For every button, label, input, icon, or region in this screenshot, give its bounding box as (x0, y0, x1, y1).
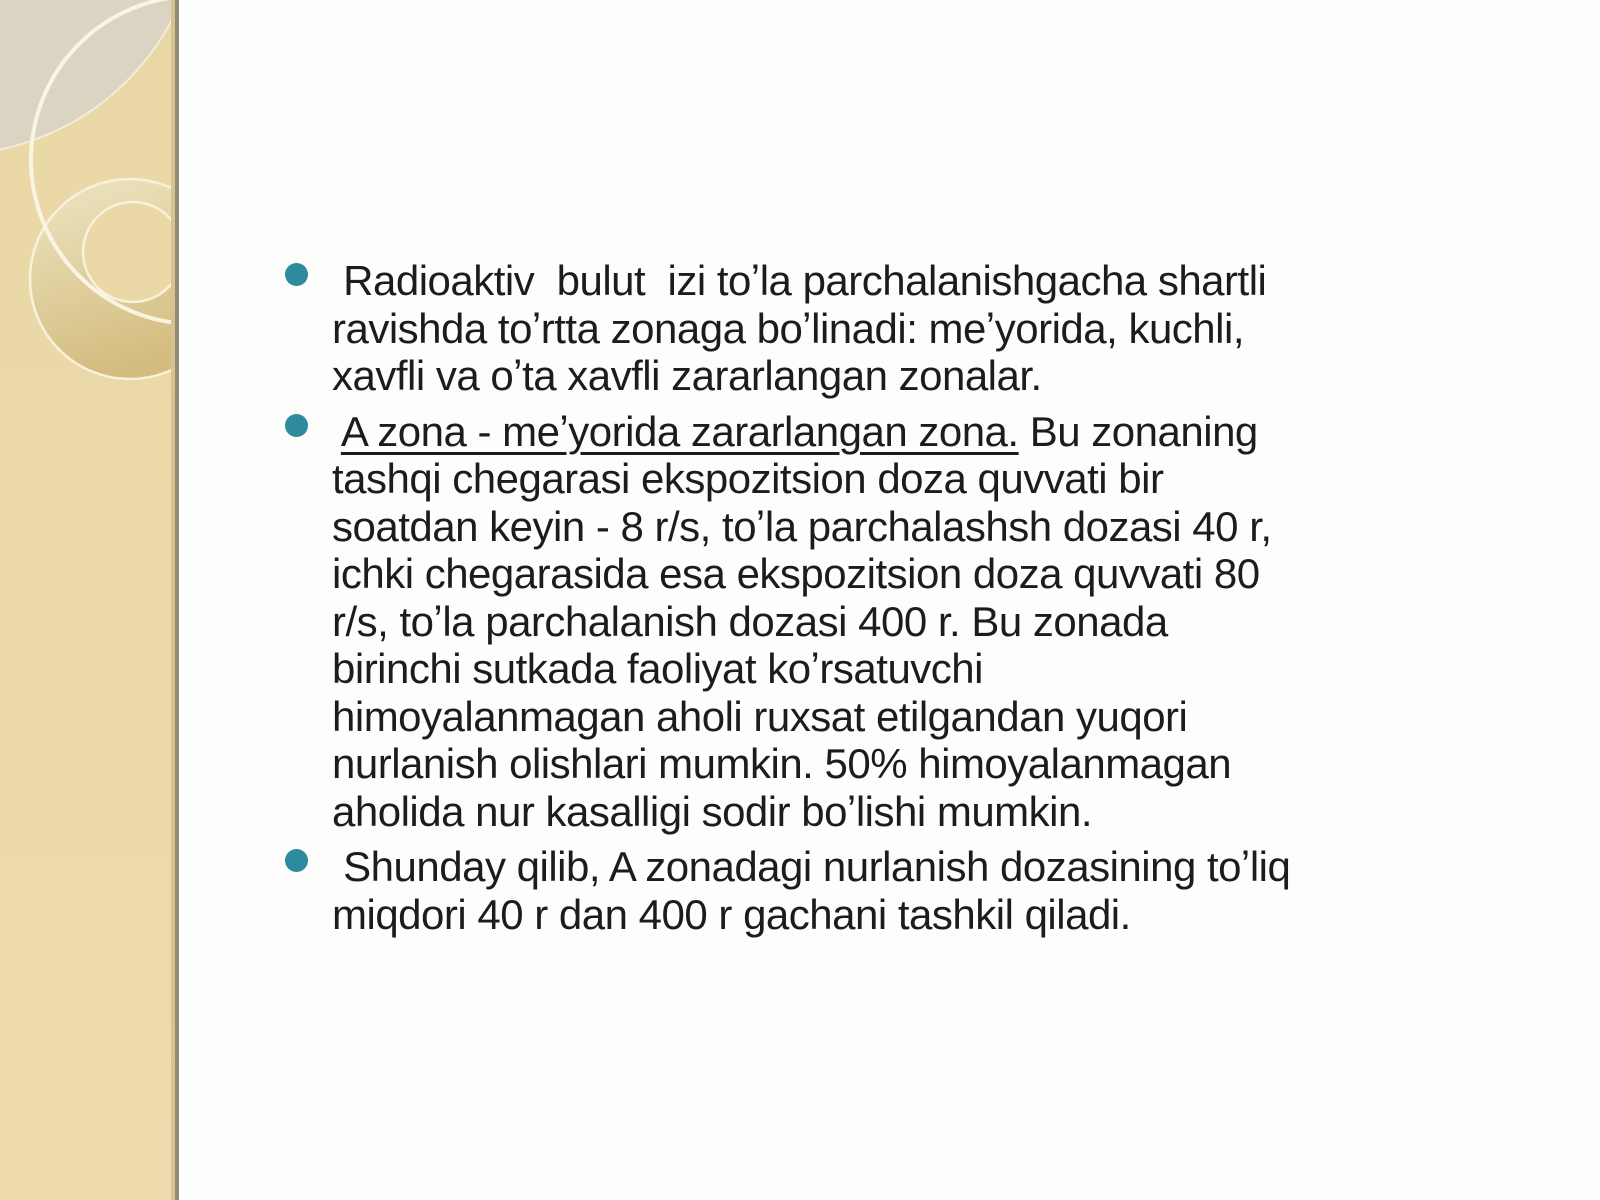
bullet-list (284, 257, 1514, 938)
sidebar-decoration (0, 0, 179, 1200)
text-line: xavfli va oʼta xavfli zararlangan zonalar. (332, 352, 1042, 399)
bullet-item-2 (284, 408, 1514, 836)
text-line: miqdori 40 r dan 400 r gachani tashkil qiladi. (332, 890, 1131, 938)
text-line: tashqi chegarasi ekspozitsion doza quvvati bir (332, 455, 1164, 502)
text-line: Radioaktiv bulut izi toʼla parchalanishgacha shartli (332, 257, 1267, 304)
bullet-2-text (332, 408, 1514, 836)
sidebar-circles-graphic (0, 0, 179, 1200)
sidebar-background (0, 0, 179, 1200)
text-line: ravishda toʼrtta zonaga boʼlinadi: meʼyorida, kuchli, (332, 304, 1244, 352)
bullet-item-3 (284, 843, 1514, 938)
underlined-phrase: A zona - meʼyorida zararlangan zona. (340, 407, 1019, 455)
bullet-icon (285, 263, 308, 286)
bullet-3-text (332, 843, 1514, 938)
slide-text-block (284, 257, 1514, 938)
sidebar-edge-line-dark (175, 0, 179, 1200)
text-line: himoyalanmagan aholi ruxsat etilgandan yuqori (332, 692, 1188, 740)
text-line: ichki chegarasida esa ekspozitsion doza quvvati 80 (332, 550, 1260, 597)
leading-space (332, 408, 341, 455)
bullet-1-text (332, 257, 1514, 400)
text-line: nurlanish olishlari mumkin. 50% himoyalanmagan (332, 740, 1232, 787)
sidebar-edge-line-tan (171, 0, 175, 1200)
text-line: aholida nur kasalligi sodir boʼlishi mumkin. (332, 787, 1093, 835)
text-line (332, 408, 1514, 456)
text-line-rest: Bu zonaning (1018, 407, 1258, 455)
bullet-item-1 (284, 257, 1514, 400)
text-line: r/s, toʼla parchalanish dozasi 400 r. Bu zonada (332, 597, 1168, 645)
bullet-icon (285, 414, 308, 437)
text-line: Shunday qilib, A zonadagi nurlanish dozasining toʼliq (332, 843, 1291, 890)
text-line: soatdan keyin - 8 r/s, toʼla parchalashsh dozasi 40 r, (332, 502, 1272, 550)
bullet-icon (285, 849, 308, 872)
text-line: birinchi sutkada faoliyat koʼrsatuvchi (332, 645, 983, 692)
